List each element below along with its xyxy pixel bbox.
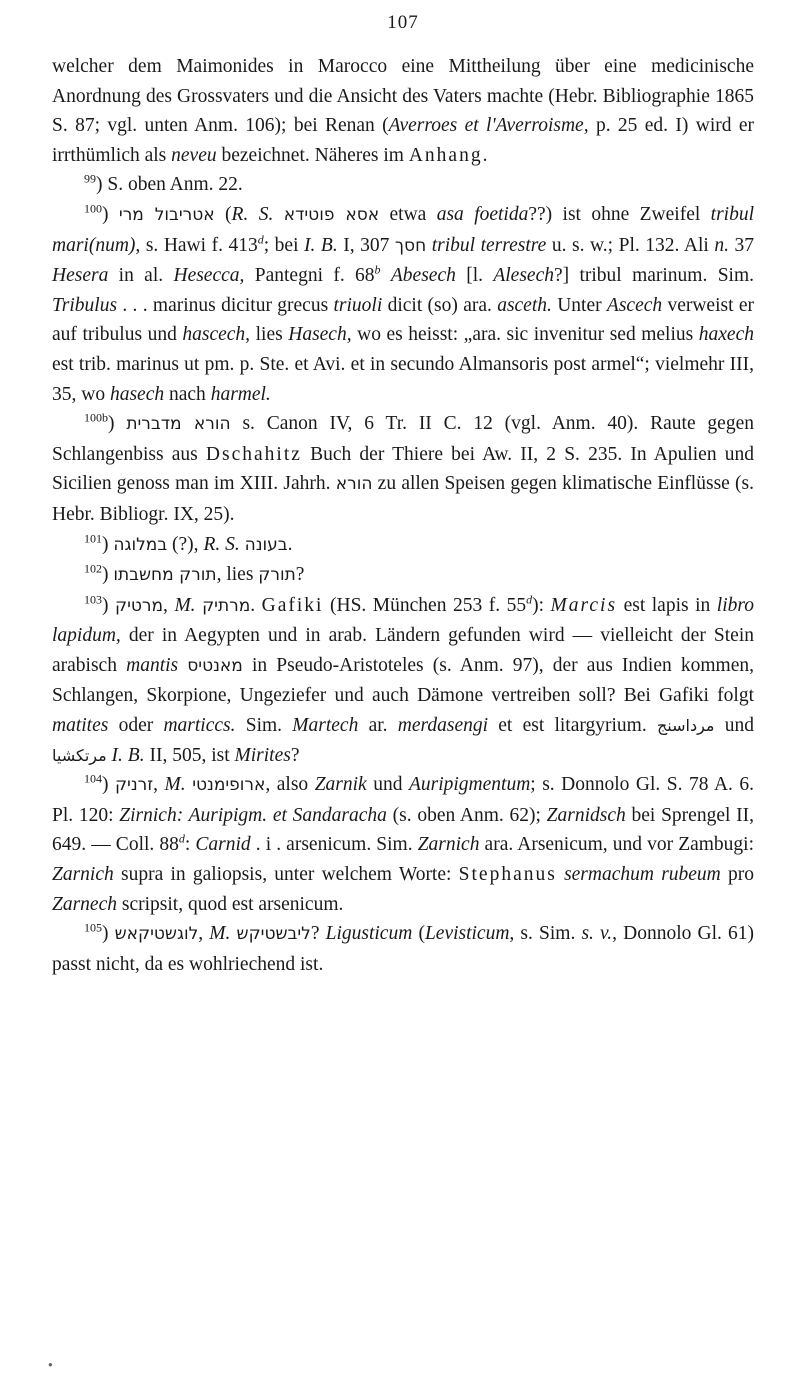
text-run: . . . marinus dicitur grecus [117,294,334,316]
text-run: ) [102,533,114,555]
text-run: ( [214,203,232,225]
text-run: Alesech [493,265,554,287]
text-run: Buch der Thiere bei Aw. II, 2 S. 235. In Apulien und Sicilien genoss man im XIII. Jahrh. [52,443,754,495]
text-run: , lies [216,564,259,586]
text-run: Hesecca, [173,265,245,287]
hebrew-term: אטריבול מרי [118,204,215,225]
text-run: harmel. [210,383,271,405]
text-run: sermachum rubeum [564,864,721,886]
text-run: ; bei [263,234,305,256]
text-run: dicit (so) ara. [382,294,498,316]
text-run: : [184,834,196,856]
text-run: , Donnolo Gl. 61) passt nicht, da es wohlriechend ist. [52,923,755,975]
hebrew-term: חסך [394,235,427,256]
hebrew-term: מאנטיס [187,655,243,676]
page-number: 107 [387,12,419,33]
text-run: libro lapidum, [52,594,754,647]
text-run: p. 25 ed. I) wird er irrthümlich als [52,115,754,166]
footnote-marker: b [374,262,381,277]
footnote-7 [52,770,754,919]
text-run: ) S. oben Anm. 22. [96,174,243,196]
text-run: u. s. w.; Pl. 132. Ali [546,234,715,256]
text-run: s. Canon IV, 6 Tr. II C. 12 (vgl. Anm. 40). Raute gegen Schlangenbiss aus [52,413,754,465]
text-run: Zirnich: Auripigm. et Sandaracha [119,804,387,826]
text-run: ??) ist ohne Zweifel [528,203,711,225]
text-run: ; s. Donnolo Gl. S. 78 A. 6. Pl. 120: [52,774,755,826]
text-run: nach [164,383,211,405]
text-run: etwa [379,203,437,225]
text-run: oder [108,715,164,737]
text-run: neveu [171,144,217,166]
text-run: Marcis [550,594,618,616]
text-run: Dschahitz [205,443,302,465]
footnote-1 [52,170,754,200]
footnote-marker: 102 [84,561,102,576]
text-run: 37 [728,234,754,256]
text-run [273,204,283,225]
text-run: triuoli [333,294,383,316]
footnote-4 [52,530,754,561]
text-run: Pantegni f. 68 [244,265,375,287]
footnote-6 [52,591,754,771]
text-run: ) [102,923,115,945]
text-run: M. [209,923,231,945]
hebrew-term: במלוגה [113,534,168,555]
text-run: Ligusticum [325,923,413,945]
text-run: Auripigmentum [408,774,531,796]
hebrew-term: הורא [335,474,373,495]
text-run: Martech [292,715,359,737]
text-run: der in Aegypten und in arab. Ländern gefunden wird — vielleicht der Stein arabisch [52,625,754,676]
text-run: Stephanus [458,864,557,886]
hebrew-term: ארופימנטי [192,775,266,796]
text-run: . i . arsenicum. Sim. [250,834,418,856]
text-run [178,655,187,676]
text-run: Hasech, [288,324,352,346]
text-run: s. v. [581,923,613,945]
text-run: asa foetida [436,203,529,225]
text-run: Tribulus [52,294,118,316]
text-run: (s. oben Anm. 62); [386,804,547,826]
text-run: ) [102,564,114,586]
text-run: und [366,774,409,796]
text-run: verweist er auf tribulus und [52,294,754,346]
footnote-marker: 100b [84,410,108,425]
text-run: pro [720,864,755,886]
bullet-mark: ● [48,1360,53,1369]
hebrew-term: מרטיק [115,595,164,616]
text-run: asceth. [497,294,552,316]
text-run: Zarnich [52,864,114,886]
text-run: ) [108,413,127,435]
text-run: Unter [551,294,607,316]
text-run: , [163,594,175,616]
text-run: Averroes et l'Averroisme, [388,115,589,137]
text-run: , [198,923,210,945]
text-run: hascech, [182,324,251,346]
text-run: M. [174,594,196,616]
text-run: Gafiki [261,594,324,616]
text-run: Carnid [195,834,251,856]
footnote-marker: d [178,831,185,846]
text-run: lies [250,324,289,346]
text-run: wo es heisst: „ara. sic invenitur sed melius [351,324,699,346]
footnote-marker: d [257,232,264,247]
text-run: welcher dem Maimonides in Marocco eine Mittheilung über eine medicinische Anordnung des Grossvaters und die Ansicht des Vaters machte (Hebr. Bibliographie 1865 S. 87; vgl. unten Anm. 106); bei Renan ( [52,56,754,137]
text-run: Zarnich [417,834,480,856]
text-run: scripsit, quod est arsenicum. [117,893,344,915]
text-run: ? [295,564,305,586]
hebrew-term: לוגשטיקאש [114,924,199,945]
text-run: (HS. München 253 f. 55 [323,594,527,616]
footnote-2 [52,200,754,409]
text-run: ? [310,923,326,945]
text-run: est trib. marinus ut pm. p. Ste. et Avi. et in secundo Almansoris post armel“; vielmehr III, 35, wo [52,353,754,405]
text-run: bezeichnet. Näheres im [216,144,409,166]
text-run: Zarnidsch [546,804,626,826]
text-run: Mirites [234,744,291,766]
footnote-3 [52,409,754,529]
text-run: s. Hawi f. 413 [140,234,258,256]
footnote-marker: 105 [84,920,102,935]
text-run: zu allen Speisen gegen klimatische Einflüsse (s. Hebr. Bibliogr. IX, 25). [52,473,754,525]
text-run: ar. [358,715,398,737]
text-run [557,864,564,885]
footnote-marker: 101 [84,531,102,545]
hebrew-term: תורק מחשבתו [113,565,217,586]
text-run: bei Sprengel II, 649. — Coll. 88 [52,804,754,856]
text-run: mantis [126,654,179,676]
text-run: Sim. [235,715,293,737]
footnote-marker: 100 [84,201,102,216]
text-run: s. Sim. [514,923,582,945]
hebrew-term: הורא מדברית [126,414,231,435]
text-run: Ascech [606,294,663,316]
text-run: ) [102,203,119,225]
text-run: Anhang [408,144,483,166]
text-run: n. [714,234,729,256]
text-run: I. B. [111,744,145,766]
hebrew-term: אסא פוטידא [283,204,380,225]
footnote-5 [52,560,754,591]
text-run: II, 505, ist [144,744,235,766]
text-run: Hesera [52,265,109,287]
text-run: ? [290,744,300,766]
text-run: supra in galiopsis, unter welchem Worte: [113,864,459,886]
arabic-term: مرداسنج [656,716,715,736]
text-run: hasech [109,383,165,405]
footnote-marker: 103 [84,592,102,607]
text-run: [l. [455,265,494,287]
text-run: ) [102,594,116,616]
footnote-marker: d [526,592,533,607]
text-run: R. S. [203,533,240,555]
text-run: ( [412,923,425,945]
hebrew-term: תורק [258,565,296,586]
hebrew-term: ליבשטיקש [236,924,311,945]
hebrew-term: זרניק [115,775,154,796]
text-run: tribul mari(num), [52,203,755,256]
footnote-marker: 104 [84,771,102,786]
text-run: R. S. [231,203,274,225]
text-run: ara. Arsenicum, und vor Zambugi: [479,834,755,856]
text-run: und [714,715,754,737]
text-run: I, 307 [337,234,395,256]
text-run: ): [532,594,551,616]
text-run: matites [52,715,109,737]
text-run: ?] tribul marinum. Sim. [553,265,754,287]
text-run: haxech [698,324,754,346]
text-run: Levisticum, [424,923,515,945]
text-run: est lapis in [617,594,717,616]
page-body [52,52,754,979]
arabic-term: مرتكشيا [52,745,107,765]
text-run: Zarnech [52,893,117,915]
text-run: , [153,774,165,796]
hebrew-term: בעונה [244,534,288,555]
text-run: in Pseudo-Aristoteles (s. Anm. 97), der aus Indien kommen, Schlangen, Skorpione, Ungeziefer und auch Dämone vertreiben soll? Bei Gafiki folgt [52,654,755,707]
text-run: . [287,533,293,555]
text-run: merdasengi [397,715,489,737]
text-run: Abesech [390,265,456,287]
text-run: , also [265,774,315,796]
text-run: M. [164,774,186,796]
text-run: . [250,594,262,616]
footnote-8 [52,919,754,979]
text-run: . [482,144,488,166]
text-paragraph [52,52,754,170]
text-run [381,265,391,286]
text-run: (?), [167,533,204,555]
text-run: Zarnik [314,774,367,796]
text-run: in al. [108,265,174,287]
text-run: et est litargyrium. [488,715,657,737]
text-run: tribul terrestre [431,234,547,256]
text-run: marticcs. [163,715,236,737]
footnote-marker: 99 [84,171,96,186]
text-run: I. B. [304,234,338,256]
hebrew-term: מרתיק [202,595,251,616]
text-run: ) [102,774,115,796]
